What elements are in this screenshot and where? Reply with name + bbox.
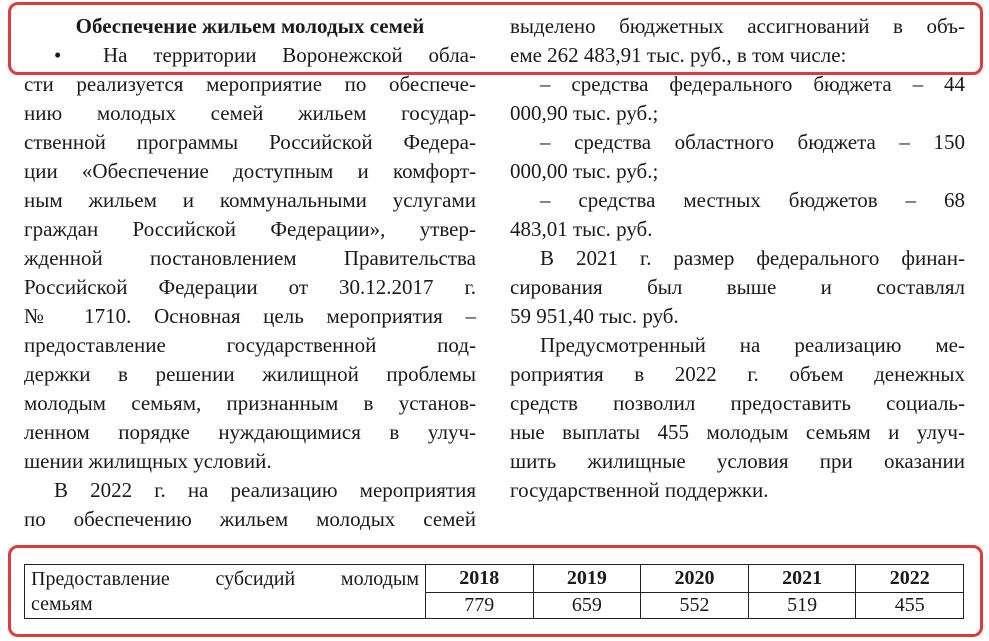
paragraph-line: держки в решении жилищной проблемы	[24, 362, 476, 386]
list-item-line: – средства областного бюджета – 150	[540, 130, 965, 154]
list-item-line: 000,90 тыс. руб.;	[510, 101, 659, 125]
left-column	[24, 12, 476, 534]
list-item-line: 483,01 тыс. руб.	[510, 217, 653, 241]
paragraph-line: выделено бюджетных ассигнований в объ-	[510, 14, 965, 38]
paragraph-line: молодым семьям, признанным в установ-	[24, 391, 476, 415]
paragraph-line: шении жилищных условий.	[24, 449, 272, 473]
paragraph-line: № 1710. Основная цель мероприятия –	[24, 304, 476, 328]
table-label-line: семьям	[31, 592, 93, 615]
section-heading: Обеспечение жильем молодых семей	[75, 14, 425, 38]
paragraph-line: сирования был выше и составлял	[510, 275, 965, 299]
paragraph-line: сти реализуется мероприятие по обеспече-	[24, 72, 476, 96]
value-cell: 519	[748, 593, 856, 619]
paragraph-line: 59 951,40 тыс. руб.	[510, 304, 679, 328]
paragraph-line: В 2022 г. на реализацию мероприятия	[54, 478, 476, 502]
list-item-line: – средства федерального бюджета – 44	[540, 72, 965, 96]
paragraph-line-text: На территории Воронежской обла-	[103, 43, 476, 67]
paragraph-line	[24, 41, 476, 70]
value-cell: 779	[426, 593, 534, 619]
value-cell: 659	[533, 593, 641, 619]
year-header: 2020	[641, 565, 749, 593]
table-row	[25, 565, 964, 593]
list-item-line: – средства местных бюджетов – 68	[540, 188, 965, 212]
bullet-icon: •	[54, 43, 62, 67]
paragraph-line: нию молодых семей жильем государ-	[24, 101, 476, 125]
paragraph-line: ным жильем и коммунальными услугами	[24, 188, 476, 212]
year-header: 2022	[856, 565, 964, 593]
paragraph-line: граждан Российской Федерации», утвер-	[24, 217, 476, 241]
paragraph-line: Российской Федерации от 30.12.2017 г.	[24, 275, 476, 299]
paragraph-line: В 2021 г. размер федерального финан-	[540, 246, 965, 270]
paragraph-line: ции «Обеспечение доступным и комфорт-	[24, 159, 476, 183]
paragraph-line: жденной постановлением Правительства	[24, 246, 476, 270]
year-header: 2021	[748, 565, 856, 593]
table-row-label	[25, 565, 426, 619]
paragraph-line: государственной поддержки.	[510, 478, 769, 502]
paragraph-line: ленном порядке нуждающимися в улуч-	[24, 420, 476, 444]
paragraph-line: по обеспечению жильем молодых семей	[24, 507, 476, 531]
paragraph-line: еме 262 483,91 тыс. руб., в том числе:	[510, 43, 847, 67]
paragraph-line: ные выплаты 455 молодым семьям и улуч-	[510, 420, 965, 444]
right-column	[510, 12, 965, 505]
table-label-line: Предоставление субсидий молодым	[31, 567, 419, 590]
year-header: 2019	[533, 565, 641, 593]
list-item-line: 000,00 тыс. руб.;	[510, 159, 659, 183]
paragraph-line: средств позволил предоставить социаль-	[510, 391, 965, 415]
value-cell: 455	[856, 593, 964, 619]
paragraph-line: Предусмотренный на реализацию ме-	[540, 333, 965, 357]
year-header: 2018	[426, 565, 534, 593]
paragraph-line: ственной программы Российской Федера-	[24, 130, 476, 154]
subsidy-table	[24, 564, 964, 619]
paragraph-line: предоставление государственной под-	[24, 333, 476, 357]
paragraph-line: роприятия в 2022 г. объем денежных	[510, 362, 965, 386]
value-cell: 552	[641, 593, 749, 619]
paragraph-line: шить жилищные условия при оказании	[510, 449, 965, 473]
